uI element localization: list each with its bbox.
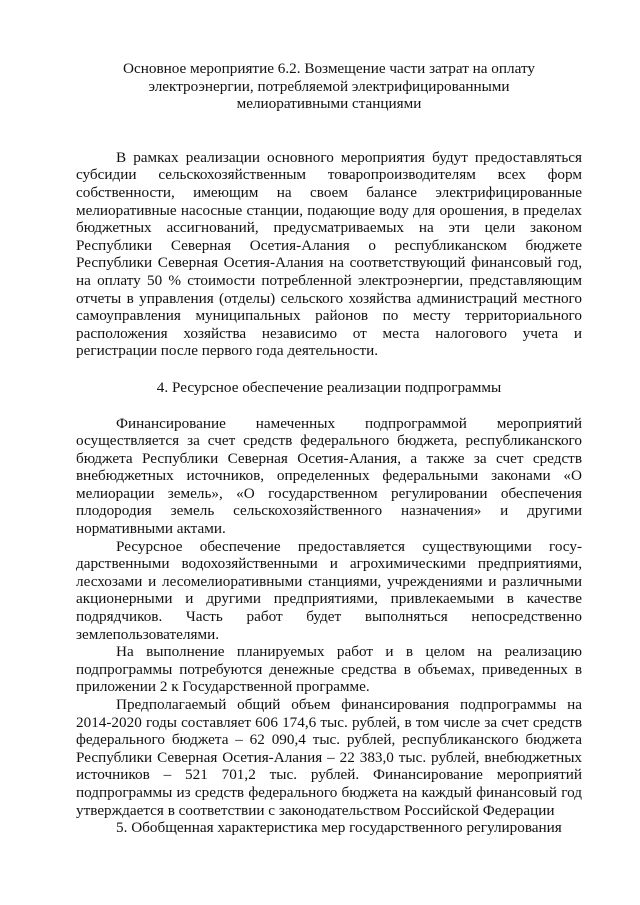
- event-title-line-3: мелиоративными станциями: [236, 95, 422, 113]
- document-page: [76, 60, 582, 837]
- paragraph-financing: Финансирование намеченных подпрограммой мероприятий осуществляется за счет средств федерального бюджета, республиканского бюджета Республики Северная Осетия-Алания, а также за счет средств внебюджетных источников, определенных федеральными законами «О мелиорации земель», «О государственном регулировании обеспечения плодородия земель сельскохозяйственного назначения» и другими нормативными актами.: [76, 414, 582, 538]
- event-title-line-1: Основное мероприятие 6.2. Возмещение части затрат на оплату: [123, 60, 535, 77]
- paragraph-total-volume: Предполагаемый общий объем финансирования подпрограммы на 2014-2020 годы составляет 606 174,6 тыс. рублей, в том числе за счет средств федерального бюджета – 62 090,4 тыс. рублей, республиканского бюджета Республики Северная Осетия-Алания – 22 383,0 тыс. рублей, внебюджетных источников – 521 701,2 тыс. рублей. Финансирование мероприятий подпрограммы из средств федерального бюджета на каждый финансовый год утверждается в соответствии с законодательством Российской Федерации: [76, 696, 582, 819]
- paragraph-funds-required: На выполнение планируемых работ и в целом на реализацию подпрограммы потребуются денежные средства в объемах, приведенных в приложении 2 к Государственной программе.: [76, 643, 582, 696]
- paragraph-resource-provision: Ресурсное обеспечение предоставляется существующими государственными водохозяйственными и агрохимическими предприятиями, лесхозами и лесомелиоративными станциями, учреждениями и различными акционерными и другими предприятиями, привлекаемыми в качестве подрядчиков. Часть работ будет выполняться непосредственно землепользователями.: [76, 537, 582, 643]
- paragraph-subsidies: В рамках реализации основного мероприятия будут предоставляться субсидии сельскохозяйственным товаропроизводителям всех форм собственности, имеющим на своем балансе электрифицированные мелиоративные насосные станции, подающие воду для орошения, в пределах бюджетных ассигнований, предусматриваемых на эти цели законом Республики Северная Осетия-Алания о республиканском бюджете Республики Северная Осетия-Алания на соответствующий финансовый год, на оплату 50 % стоимости потребленной электроэнергии, представляющим отчеты в управления (отделы) сельского хозяйства администраций местного самоуправления муниципальных районов по месту территориального расположения хозяйства независимо от места налогового учета и регистрации после первого года деятельности.: [76, 148, 582, 360]
- event-title-line-2: электроэнергии, потребляемой электрифицированными: [148, 77, 510, 95]
- event-title: [76, 60, 582, 113]
- section-5-heading: 5. Обобщенная характеристика мер государственного регулирования: [116, 819, 562, 837]
- section-4-heading: 4. Ресурсное обеспечение реализации подпрограммы: [156, 378, 502, 396]
